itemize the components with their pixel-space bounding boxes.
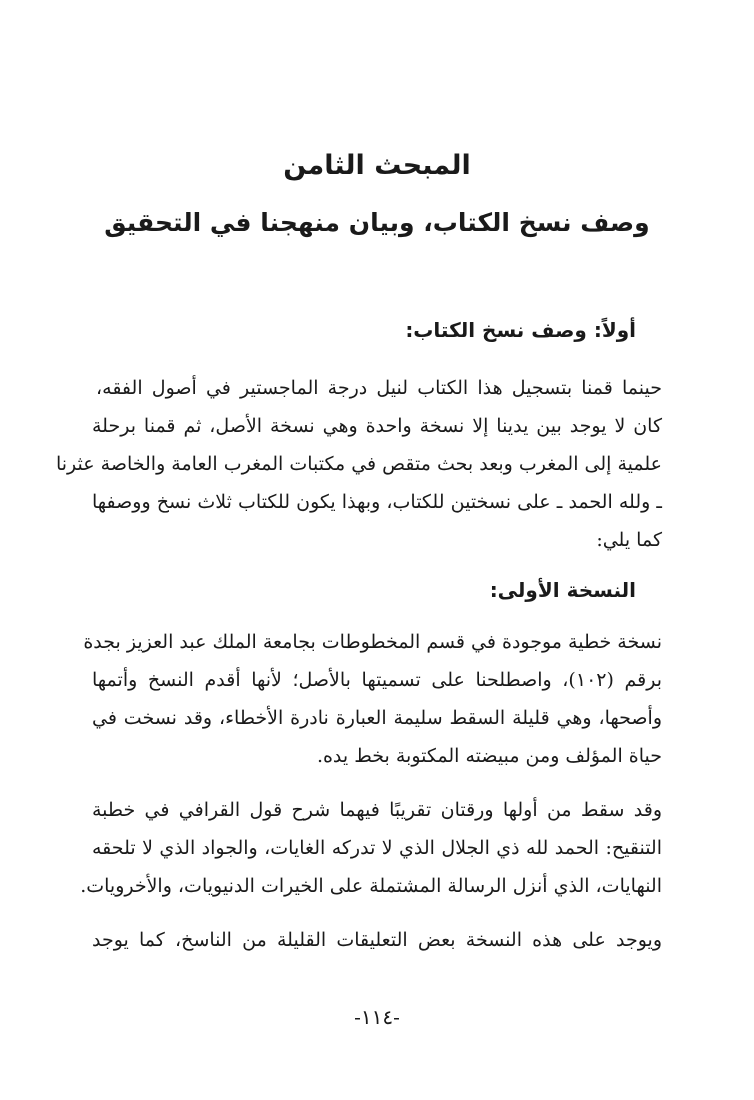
text-line: النهايات، الذي أنزل الرسالة المشتملة على الخيرات الدنيويات، والأخرويات. <box>80 875 662 897</box>
text-line: كان لا يوجد بين يدينا إلا نسخة واحدة وهي نسخة الأصل، ثم قمنا برحلة <box>92 415 662 437</box>
chapter-subtitle: وصف نسخ الكتاب، وبيان منهجنا في التحقيق <box>104 208 650 237</box>
page-number: -١١٤- <box>354 1005 400 1029</box>
text-line: ويوجد على هذه النسخة بعض التعليقات القليلة من الناسخ، كما يوجد <box>92 929 662 951</box>
text-line: نسخة خطية موجودة في قسم المخطوطات بجامعة الملك عبد العزيز بجدة <box>83 631 662 653</box>
section-heading-copies-description: أولاً: وصف نسخ الكتاب: <box>405 318 636 342</box>
text-line: وأصحها، وهي قليلة السقط سليمة العبارة نادرة الأخطاء، وقد نسخت في <box>92 707 662 729</box>
text-line: ـ ولله الحمد ـ على نسختين للكتاب، وبهذا يكون للكتاب ثلاث نسخ ووصفها <box>92 491 662 513</box>
text-line: التنقيح: الحمد لله ذي الجلال الذي لا تدركه الغايات، والجواد الذي لا تلحقه <box>92 837 662 859</box>
text-line: وقد سقط من أولها ورقتان تقريبًا فيهما شرح قول القرافي في خطبة <box>92 799 662 821</box>
text-line: كما يلي: <box>596 529 662 551</box>
text-line: حياة المؤلف ومن مبيضته المكتوبة بخط يده. <box>316 745 662 767</box>
section-heading-first-copy: النسخة الأولى: <box>489 578 636 602</box>
text-line: حينما قمنا بتسجيل هذا الكتاب لنيل درجة الماجستير في أصول الفقه، <box>96 377 662 399</box>
text-line: علمية إلى المغرب وبعد بحث متقص في مكتبات المغرب العامة والخاصة عثرنا <box>55 453 662 475</box>
text-line: برقم (١٠٢)، واصطلحنا على تسميتها بالأصل؛ لأنها أقدم النسخ وأتمها <box>92 669 662 691</box>
chapter-title: المبحث الثامن <box>283 150 471 181</box>
